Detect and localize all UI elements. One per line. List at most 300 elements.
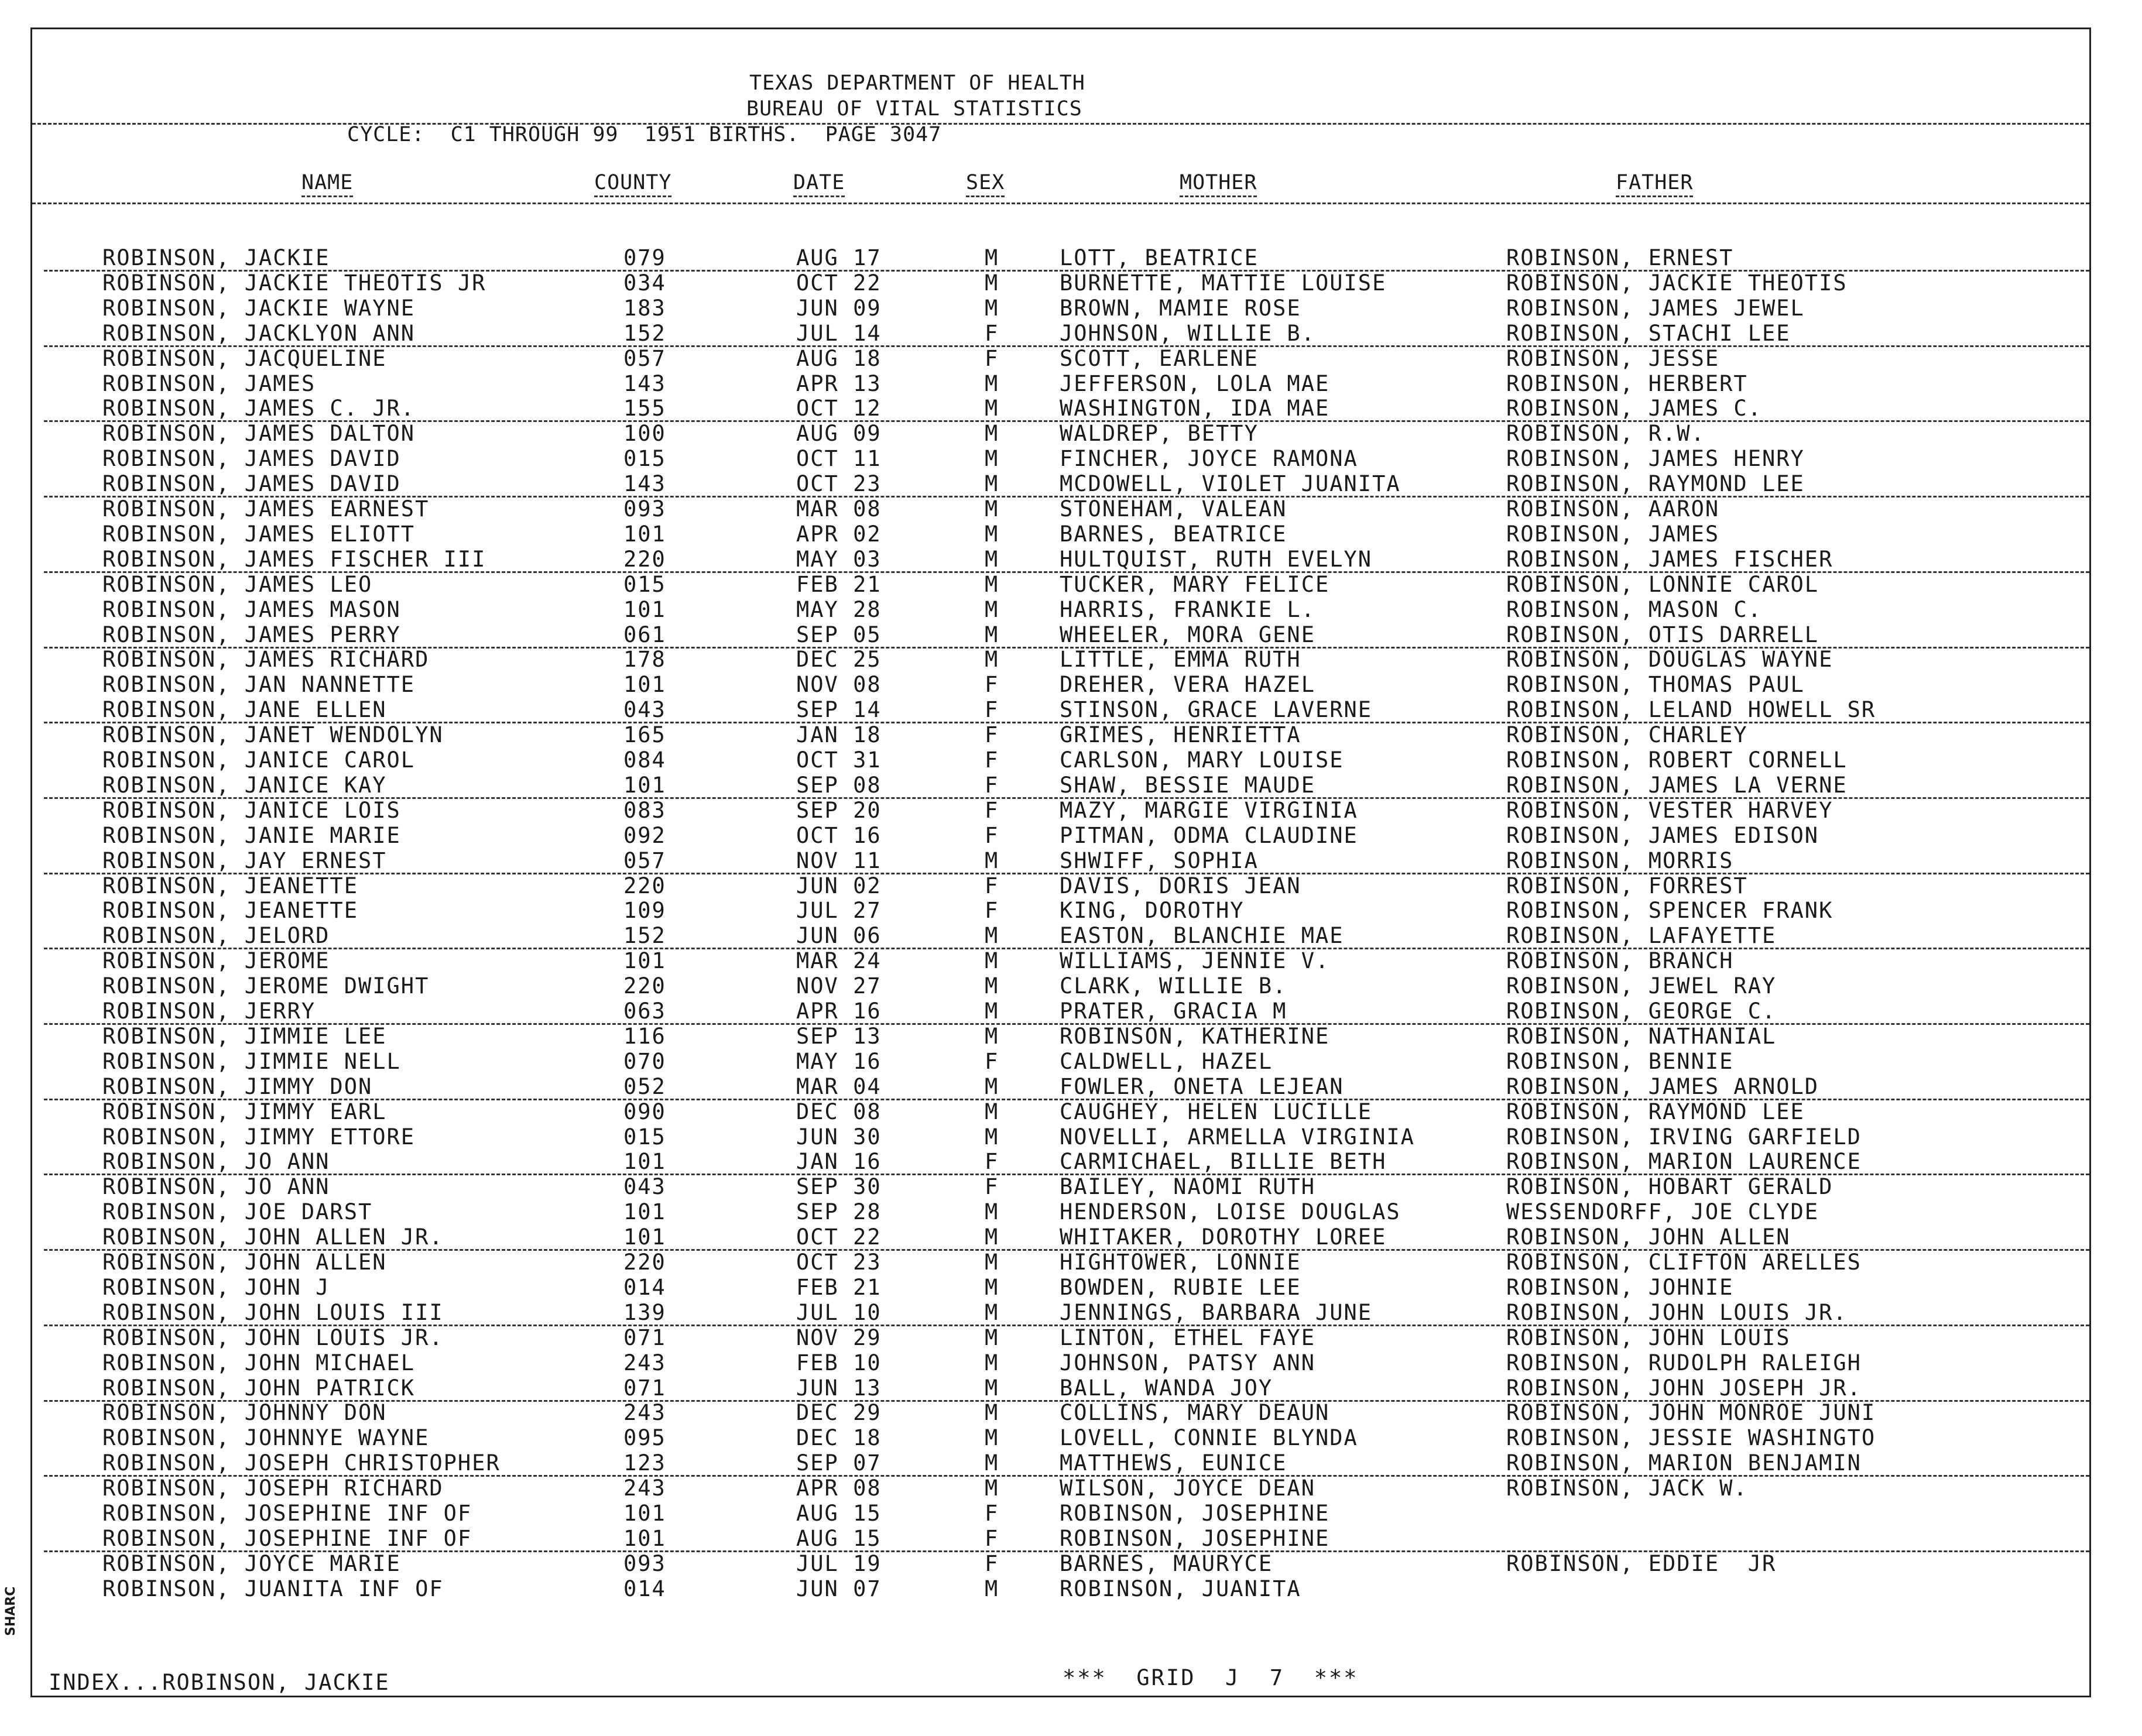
cell-county: 101	[623, 948, 666, 973]
table-row	[32, 447, 2089, 471]
cell-mother: JOHNSON, PATSY ANN	[1060, 1350, 1315, 1375]
cell-name: ROBINSON, JOHN PATRICK	[102, 1375, 416, 1401]
cell-sex: M	[985, 245, 999, 270]
cell-county: 243	[623, 1350, 666, 1375]
cell-date: SEP 30	[796, 1174, 882, 1199]
cell-date: JUN 02	[796, 873, 882, 898]
cell-sex: M	[985, 999, 999, 1024]
cell-sex: M	[985, 471, 999, 496]
col-header-sex: SEX	[966, 171, 1005, 197]
cell-sex: M	[985, 396, 999, 421]
cell-name: ROBINSON, JAMES MASON	[102, 597, 401, 622]
document-frame	[30, 28, 2091, 1697]
table-row	[32, 1501, 2089, 1526]
cell-mother: WHITAKER, DOROTHY LOREE	[1060, 1224, 1387, 1250]
cell-sex: F	[985, 798, 999, 823]
cell-father: ROBINSON, CLIFTON ARELLES	[1506, 1250, 1862, 1275]
cell-county: 116	[623, 1024, 666, 1049]
cell-father: ROBINSON, MORRIS	[1506, 848, 1734, 873]
table-row	[32, 824, 2089, 848]
cell-name: ROBINSON, JIMMIE NELL	[102, 1049, 401, 1074]
table-row	[32, 1175, 2089, 1199]
cell-sex: F	[985, 747, 999, 773]
table-row	[32, 1150, 2089, 1174]
cell-father: ROBINSON, SPENCER FRANK	[1506, 898, 1833, 923]
cell-name: ROBINSON, JOE DARST	[102, 1199, 373, 1224]
table-row	[32, 974, 2089, 999]
cell-date: DEC 25	[796, 647, 882, 672]
table-row	[32, 1100, 2089, 1124]
cell-sex: F	[985, 823, 999, 848]
cell-sex: F	[985, 873, 999, 898]
cell-sex: M	[985, 1275, 999, 1300]
cell-mother: BAILEY, NAOMI RUTH	[1060, 1174, 1315, 1199]
bureau-title: BUREAU OF VITAL STATISTICS	[746, 97, 1082, 121]
cell-mother: CAUGHEY, HELEN LUCILLE	[1060, 1099, 1373, 1124]
cell-father: ROBINSON, LAFAYETTE	[1506, 923, 1777, 948]
cell-county: 101	[623, 522, 666, 547]
cell-name: ROBINSON, JO ANN	[102, 1174, 330, 1199]
cell-mother: ROBINSON, KATHERINE	[1060, 1024, 1330, 1049]
cell-sex: M	[985, 1199, 999, 1224]
cell-date: SEP 07	[796, 1450, 882, 1476]
cell-father: ROBINSON, GEORGE C.	[1506, 999, 1777, 1024]
cell-county: 165	[623, 722, 666, 747]
cell-county: 014	[623, 1275, 666, 1300]
cell-mother: ROBINSON, JOSEPHINE	[1060, 1526, 1330, 1551]
cell-date: AUG 15	[796, 1526, 882, 1551]
cell-father: ROBINSON, DOUGLAS WAYNE	[1506, 647, 1833, 672]
cell-county: 015	[623, 446, 666, 471]
cell-mother: SHAW, BESSIE MAUDE	[1060, 773, 1315, 798]
table-row	[32, 698, 2089, 722]
cell-name: ROBINSON, JAMES PERRY	[102, 622, 401, 647]
cell-name: ROBINSON, JAMES DAVID	[102, 446, 401, 471]
cell-mother: HARRIS, FRANKIE L.	[1060, 597, 1315, 622]
cell-father: ROBINSON, NATHANIAL	[1506, 1024, 1777, 1049]
cell-mother: MCDOWELL, VIOLET JUANITA	[1060, 471, 1401, 496]
table-row	[32, 522, 2089, 547]
cell-county: 101	[623, 1199, 666, 1224]
table-row	[32, 547, 2089, 572]
cell-county: 014	[623, 1576, 666, 1601]
cell-county: 183	[623, 296, 666, 321]
cell-mother: LITTLE, EMMA RUTH	[1060, 647, 1301, 672]
cell-sex: M	[985, 1576, 999, 1601]
cell-county: 057	[623, 848, 666, 873]
cell-date: JUL 10	[796, 1300, 882, 1325]
cell-county: 101	[623, 1501, 666, 1526]
cell-sex: M	[985, 1350, 999, 1375]
cell-name: ROBINSON, JAMES	[102, 371, 316, 396]
cell-father: ROBINSON, JAMES LA VERNE	[1506, 773, 1848, 798]
table-row	[32, 1577, 2089, 1601]
cell-mother: HULTQUIST, RUTH EVELYN	[1060, 547, 1373, 572]
cell-date: JUN 07	[796, 1576, 882, 1601]
cell-father: ROBINSON, MASON C.	[1506, 597, 1762, 622]
cell-mother: COLLINS, MARY DEAUN	[1060, 1400, 1330, 1425]
cell-sex: M	[985, 270, 999, 296]
cell-name: ROBINSON, JOSEPH CHRISTOPHER	[102, 1450, 501, 1476]
cell-mother: PRATER, GRACIA M	[1060, 999, 1287, 1024]
cell-county: 220	[623, 547, 666, 572]
table-row	[32, 396, 2089, 421]
cell-date: OCT 12	[796, 396, 882, 421]
cell-mother: STINSON, GRACE LAVERNE	[1060, 697, 1373, 722]
cell-date: MAR 24	[796, 948, 882, 973]
cell-name: ROBINSON, JANICE KAY	[102, 773, 387, 798]
table-row	[32, 1049, 2089, 1074]
cell-name: ROBINSON, JELORD	[102, 923, 330, 948]
cell-father: ROBINSON, OTIS DARRELL	[1506, 622, 1819, 647]
table-row	[32, 1376, 2089, 1401]
cell-date: APR 02	[796, 522, 882, 547]
cell-county: 220	[623, 1250, 666, 1275]
cell-sex: M	[985, 923, 999, 948]
cell-mother: CARLSON, MARY LOUISE	[1060, 747, 1344, 773]
cell-date: MAY 03	[796, 547, 882, 572]
cell-sex: M	[985, 1375, 999, 1401]
cell-father: ROBINSON, JAMES	[1506, 522, 1720, 547]
cell-date: SEP 13	[796, 1024, 882, 1049]
cell-mother: EASTON, BLANCHIE MAE	[1060, 923, 1344, 948]
cell-date: APR 08	[796, 1476, 882, 1501]
cell-sex: M	[985, 597, 999, 622]
cell-father: ROBINSON, JAMES HENRY	[1506, 446, 1805, 471]
cell-date: DEC 29	[796, 1400, 882, 1425]
cell-name: ROBINSON, JACKIE WAYNE	[102, 296, 416, 321]
cell-sex: M	[985, 1224, 999, 1250]
cell-sex: M	[985, 647, 999, 672]
cell-sex: M	[985, 1300, 999, 1325]
cell-county: 243	[623, 1400, 666, 1425]
cell-date: FEB 10	[796, 1350, 882, 1375]
cell-county: 090	[623, 1099, 666, 1124]
cell-mother: SCOTT, EARLENE	[1060, 346, 1259, 371]
cell-county: 152	[623, 923, 666, 948]
cell-mother: LOVELL, CONNIE BLYNDA	[1060, 1425, 1358, 1450]
cell-name: ROBINSON, JOHN LOUIS JR.	[102, 1325, 444, 1350]
cell-father: ROBINSON, VESTER HARVEY	[1506, 798, 1833, 823]
cell-county: 178	[623, 647, 666, 672]
cell-name: ROBINSON, JOSEPH RICHARD	[102, 1476, 444, 1501]
cell-mother: TUCKER, MARY FELICE	[1060, 572, 1330, 597]
cell-mother: CLARK, WILLIE B.	[1060, 973, 1287, 999]
cell-date: JUL 19	[796, 1551, 882, 1576]
cell-sex: F	[985, 1551, 999, 1576]
table-row	[32, 1552, 2089, 1576]
cell-county: 071	[623, 1375, 666, 1401]
cell-name: ROBINSON, JOSEPHINE INF OF	[102, 1526, 472, 1551]
cell-county: 101	[623, 773, 666, 798]
cell-mother: BOWDEN, RUBIE LEE	[1060, 1275, 1301, 1300]
header-rule	[32, 123, 2089, 125]
cell-date: OCT 16	[796, 823, 882, 848]
cell-date: FEB 21	[796, 1275, 882, 1300]
cell-father: ROBINSON, STACHI LEE	[1506, 321, 1791, 346]
cell-sex: F	[985, 722, 999, 747]
cell-date: MAY 16	[796, 1049, 882, 1074]
dept-title: TEXAS DEPARTMENT OF HEALTH	[749, 71, 1085, 95]
cell-county: 083	[623, 798, 666, 823]
cell-name: ROBINSON, JEANETTE	[102, 898, 358, 923]
cell-mother: DAVIS, DORIS JEAN	[1060, 873, 1301, 898]
cell-father: ROBINSON, RAYMOND LEE	[1506, 1099, 1805, 1124]
cell-father: ROBINSON, ERNEST	[1506, 245, 1734, 270]
cell-sex: M	[985, 522, 999, 547]
table-row	[32, 849, 2089, 873]
table-row	[32, 246, 2089, 270]
table-row	[32, 271, 2089, 296]
cell-county: 079	[623, 245, 666, 270]
cell-county: 057	[623, 346, 666, 371]
table-row	[32, 421, 2089, 446]
cell-father: ROBINSON, CHARLEY	[1506, 722, 1748, 747]
table-row	[32, 673, 2089, 697]
cell-name: ROBINSON, JOHN J	[102, 1275, 330, 1300]
cell-mother: BURNETTE, MATTIE LOUISE	[1060, 270, 1387, 296]
table-row	[32, 497, 2089, 522]
table-row	[32, 1275, 2089, 1300]
cell-name: ROBINSON, JAN NANNETTE	[102, 672, 416, 697]
cell-sex: F	[985, 1049, 999, 1074]
cell-county: 220	[623, 973, 666, 999]
cell-county: 015	[623, 1124, 666, 1150]
cell-sex: M	[985, 948, 999, 973]
cell-county: 152	[623, 321, 666, 346]
cell-father: ROBINSON, R.W.	[1506, 421, 1705, 446]
cell-father: ROBINSON, HOBART GERALD	[1506, 1174, 1833, 1199]
table-row	[32, 598, 2089, 622]
cell-date: AUG 09	[796, 421, 882, 446]
cell-date: OCT 22	[796, 1224, 882, 1250]
cell-name: ROBINSON, JANIE MARIE	[102, 823, 401, 848]
cell-mother: ROBINSON, JOSEPHINE	[1060, 1501, 1330, 1526]
table-row	[32, 874, 2089, 898]
cell-father: ROBINSON, JAMES C.	[1506, 396, 1762, 421]
cell-date: JAN 18	[796, 722, 882, 747]
cell-name: ROBINSON, JUANITA INF OF	[102, 1576, 444, 1601]
table-row	[32, 1301, 2089, 1325]
cell-name: ROBINSON, JAMES EARNEST	[102, 496, 430, 522]
cell-county: 109	[623, 898, 666, 923]
cell-county: 092	[623, 823, 666, 848]
cell-name: ROBINSON, JAMES DAVID	[102, 471, 401, 496]
cell-father: ROBINSON, JAMES ARNOLD	[1506, 1074, 1819, 1099]
cell-county: 043	[623, 1174, 666, 1199]
cell-name: ROBINSON, JEROME	[102, 948, 330, 973]
table-row	[32, 1250, 2089, 1275]
cell-father: ROBINSON, JOHN MONROE JUNI	[1506, 1400, 1876, 1425]
table-row	[32, 1326, 2089, 1350]
cell-name: ROBINSON, JIMMY DON	[102, 1074, 373, 1099]
cell-father: ROBINSON, IRVING GARFIELD	[1506, 1124, 1862, 1150]
cell-name: ROBINSON, JAMES LEO	[102, 572, 373, 597]
cell-name: ROBINSON, JAMES FISCHER III	[102, 547, 486, 572]
cell-county: 084	[623, 747, 666, 773]
cell-mother: LOTT, BEATRICE	[1060, 245, 1259, 270]
table-row	[32, 321, 2089, 346]
cell-date: OCT 22	[796, 270, 882, 296]
cell-sex: M	[985, 421, 999, 446]
cell-mother: HIGHTOWER, LONNIE	[1060, 1250, 1301, 1275]
cell-date: OCT 23	[796, 1250, 882, 1275]
cell-father: ROBINSON, EDDIE JR	[1506, 1551, 1777, 1576]
cell-date: OCT 31	[796, 747, 882, 773]
cell-name: ROBINSON, JACKIE	[102, 245, 330, 270]
cell-father: ROBINSON, AARON	[1506, 496, 1720, 522]
cell-sex: M	[985, 371, 999, 396]
cell-name: ROBINSON, JO ANN	[102, 1149, 330, 1174]
cell-sex: F	[985, 346, 999, 371]
cell-sex: M	[985, 446, 999, 471]
cell-father: ROBINSON, HERBERT	[1506, 371, 1748, 396]
cell-name: ROBINSON, JAMES DALTON	[102, 421, 416, 446]
cell-date: JUN 06	[796, 923, 882, 948]
cell-date: AUG 18	[796, 346, 882, 371]
cell-county: 093	[623, 496, 666, 522]
cell-county: 093	[623, 1551, 666, 1576]
table-row	[32, 296, 2089, 321]
table-row	[32, 1351, 2089, 1375]
cell-sex: M	[985, 1099, 999, 1124]
column-header-rule	[32, 203, 2089, 204]
cell-mother: JOHNSON, WILLIE B.	[1060, 321, 1315, 346]
table-row	[32, 1075, 2089, 1099]
cell-mother: SHWIFF, SOPHIA	[1060, 848, 1259, 873]
cell-mother: JEFFERSON, LOLA MAE	[1060, 371, 1330, 396]
cell-date: MAR 04	[796, 1074, 882, 1099]
table-row	[32, 798, 2089, 823]
cell-mother: WILSON, JOYCE DEAN	[1060, 1476, 1315, 1501]
cell-father: ROBINSON, JOHN ALLEN	[1506, 1224, 1791, 1250]
cell-mother: STONEHAM, VALEAN	[1060, 496, 1287, 522]
cell-father: ROBINSON, JEWEL RAY	[1506, 973, 1777, 999]
cell-mother: MAZY, MARGIE VIRGINIA	[1060, 798, 1358, 823]
table-row	[32, 472, 2089, 496]
cell-mother: KING, DOROTHY	[1060, 898, 1245, 923]
cell-name: ROBINSON, JOHNNY DON	[102, 1400, 387, 1425]
cell-date: SEP 20	[796, 798, 882, 823]
cell-date: NOV 29	[796, 1325, 882, 1350]
cell-sex: M	[985, 1476, 999, 1501]
cell-date: OCT 23	[796, 471, 882, 496]
cell-father: WESSENDORFF, JOE CLYDE	[1506, 1199, 1819, 1224]
table-row	[32, 773, 2089, 798]
col-header-name: NAME	[301, 171, 353, 197]
table-row	[32, 949, 2089, 973]
cell-county: 220	[623, 873, 666, 898]
side-stamp: SHARC	[4, 1586, 18, 1636]
cell-sex: M	[985, 973, 999, 999]
cell-mother: HENDERSON, LOISE DOUGLAS	[1060, 1199, 1401, 1224]
cell-mother: BALL, WANDA JOY	[1060, 1375, 1273, 1401]
cell-mother: WILLIAMS, JENNIE V.	[1060, 948, 1330, 973]
cell-county: 015	[623, 572, 666, 597]
cell-mother: DREHER, VERA HAZEL	[1060, 672, 1315, 697]
cell-date: MAY 28	[796, 597, 882, 622]
cell-name: ROBINSON, JIMMIE LEE	[102, 1024, 387, 1049]
cell-date: JUN 30	[796, 1124, 882, 1150]
cell-name: ROBINSON, JAMES ELIOTT	[102, 522, 416, 547]
cell-name: ROBINSON, JACKIE THEOTIS JR	[102, 270, 486, 296]
cell-name: ROBINSON, JACKLYON ANN	[102, 321, 416, 346]
cell-sex: M	[985, 1325, 999, 1350]
cell-father: ROBINSON, MARION LAURENCE	[1506, 1149, 1862, 1174]
cell-date: NOV 11	[796, 848, 882, 873]
table-row	[32, 623, 2089, 647]
cell-name: ROBINSON, JACQUELINE	[102, 346, 387, 371]
cell-name: ROBINSON, JOHN ALLEN	[102, 1250, 387, 1275]
cell-father: ROBINSON, JOHN LOUIS	[1506, 1325, 1791, 1350]
cell-father: ROBINSON, JACK W.	[1506, 1476, 1748, 1501]
cell-county: 123	[623, 1450, 666, 1476]
table-row	[32, 898, 2089, 923]
cell-name: ROBINSON, JANICE CAROL	[102, 747, 416, 773]
cell-mother: PITMAN, ODMA CLAUDINE	[1060, 823, 1358, 848]
table-row	[32, 1200, 2089, 1224]
cell-mother: BROWN, MAMIE ROSE	[1060, 296, 1301, 321]
cell-mother: WALDREP, BETTY	[1060, 421, 1259, 446]
cell-sex: F	[985, 1526, 999, 1551]
cell-father: ROBINSON, RAYMOND LEE	[1506, 471, 1805, 496]
cell-name: ROBINSON, JEROME DWIGHT	[102, 973, 430, 999]
cell-sex: M	[985, 1425, 999, 1450]
footer-grid: *** GRID J 7 ***	[1063, 1665, 1359, 1690]
table-row	[32, 647, 2089, 672]
col-header-county: COUNTY	[594, 171, 671, 197]
cell-county: 143	[623, 371, 666, 396]
cell-father: ROBINSON, THOMAS PAUL	[1506, 672, 1805, 697]
cell-date: SEP 28	[796, 1199, 882, 1224]
cell-mother: FINCHER, JOYCE RAMONA	[1060, 446, 1358, 471]
cell-county: 061	[623, 622, 666, 647]
cell-mother: FOWLER, ONETA LEJEAN	[1060, 1074, 1344, 1099]
cell-date: DEC 08	[796, 1099, 882, 1124]
cell-date: MAR 08	[796, 496, 882, 522]
cell-county: 101	[623, 1224, 666, 1250]
cell-father: ROBINSON, JOHN JOSEPH JR.	[1506, 1375, 1862, 1401]
cell-father: ROBINSON, JAMES EDISON	[1506, 823, 1819, 848]
cell-name: ROBINSON, JOHNNYE WAYNE	[102, 1425, 430, 1450]
cell-name: ROBINSON, JOYCE MARIE	[102, 1551, 401, 1576]
cell-date: SEP 14	[796, 697, 882, 722]
cell-name: ROBINSON, JANICE LOIS	[102, 798, 401, 823]
cell-name: ROBINSON, JIMMY ETTORE	[102, 1124, 416, 1150]
cell-county: 101	[623, 1526, 666, 1551]
cell-sex: F	[985, 1174, 999, 1199]
cell-sex: M	[985, 622, 999, 647]
cell-county: 101	[623, 672, 666, 697]
cell-father: ROBINSON, RUDOLPH RALEIGH	[1506, 1350, 1862, 1375]
cell-father: ROBINSON, ROBERT CORNELL	[1506, 747, 1848, 773]
col-header-date: DATE	[793, 171, 845, 197]
cell-date: SEP 08	[796, 773, 882, 798]
cell-name: ROBINSON, JOHN LOUIS III	[102, 1300, 444, 1325]
table-row	[32, 1476, 2089, 1501]
cell-father: ROBINSON, JACKIE THEOTIS	[1506, 270, 1848, 296]
cell-mother: BARNES, MAURYCE	[1060, 1551, 1273, 1576]
cell-mother: CALDWELL, HAZEL	[1060, 1049, 1273, 1074]
cell-date: JUN 09	[796, 296, 882, 321]
cell-name: ROBINSON, JERRY	[102, 999, 316, 1024]
cell-name: ROBINSON, JOHN MICHAEL	[102, 1350, 416, 1375]
cell-mother: WHEELER, MORA GENE	[1060, 622, 1315, 647]
cell-county: 052	[623, 1074, 666, 1099]
footer-index: INDEX...ROBINSON, JACKIE	[49, 1670, 390, 1695]
table-row	[32, 346, 2089, 371]
cell-date: OCT 11	[796, 446, 882, 471]
